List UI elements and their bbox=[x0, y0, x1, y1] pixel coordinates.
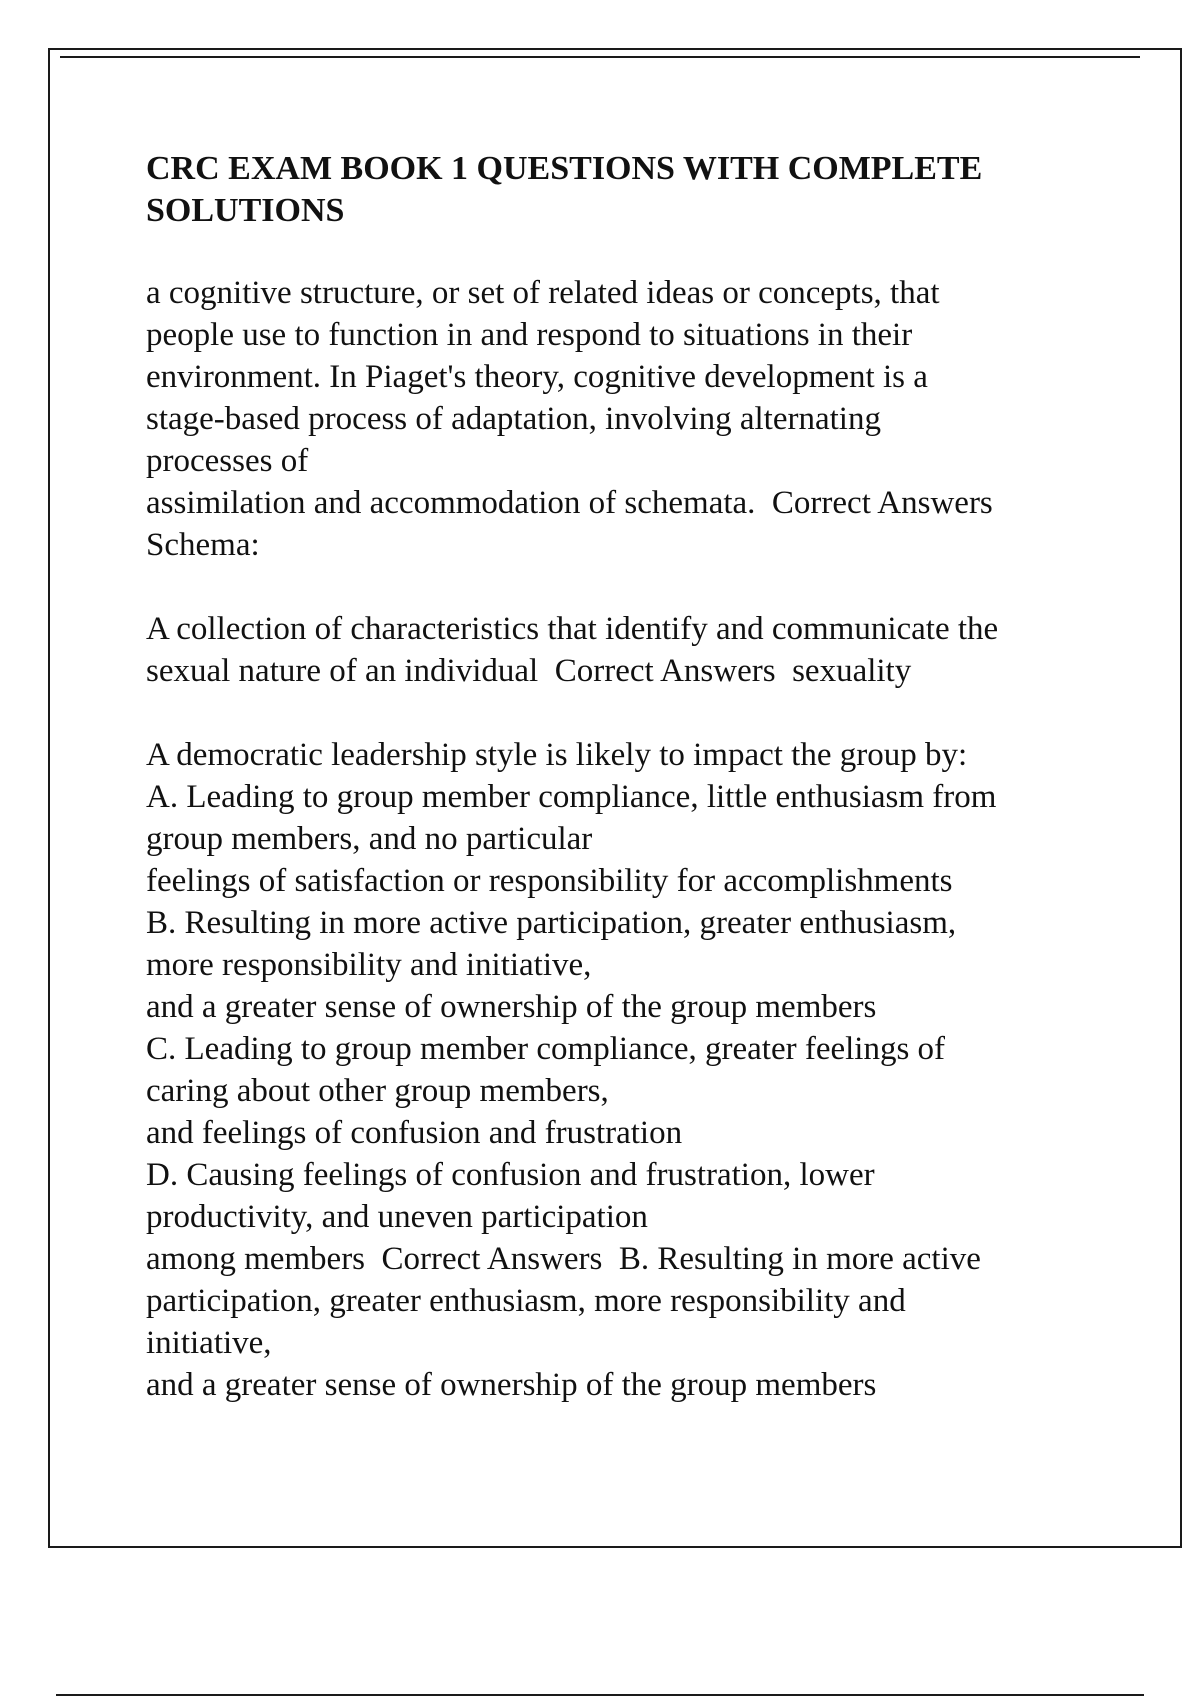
entry-line: people use to function in and respond to situations in their bbox=[146, 317, 913, 353]
entry-line: and a greater sense of ownership of the group members bbox=[146, 1367, 877, 1403]
entry-line: among members Correct Answers B. Resulting in more active bbox=[146, 1241, 981, 1277]
entry-line: group members, and no particular bbox=[146, 821, 593, 857]
entry-line: more responsibility and initiative, bbox=[146, 947, 592, 983]
entry-line: A collection of characteristics that identify and communicate the bbox=[146, 611, 999, 647]
document-content bbox=[146, 148, 1146, 1448]
entry-schema bbox=[146, 272, 1146, 566]
entry-line: B. Resulting in more active participation, greater enthusiasm, bbox=[146, 905, 957, 941]
entry-line: caring about other group members, bbox=[146, 1073, 609, 1109]
entry-line: stage-based process of adaptation, involving alternating bbox=[146, 401, 881, 437]
entry-line: initiative, bbox=[146, 1325, 272, 1361]
entry-line: and a greater sense of ownership of the group members bbox=[146, 989, 877, 1025]
document-title: CRC EXAM BOOK 1 QUESTIONS WITH COMPLETE SOLUTIONS bbox=[146, 150, 983, 229]
entry-line: assimilation and accommodation of schemata. Correct Answers bbox=[146, 485, 993, 521]
entry-line: Schema: bbox=[146, 527, 260, 563]
entry-line: feelings of satisfaction or responsibility for accomplishments bbox=[146, 863, 953, 899]
page-frame bbox=[48, 48, 1182, 1548]
entry-line: a cognitive structure, or set of related ideas or concepts, that bbox=[146, 275, 940, 311]
header-rule bbox=[60, 56, 1140, 58]
entry-line: processes of bbox=[146, 443, 309, 479]
entry-line: D. Causing feelings of confusion and frustration, lower bbox=[146, 1157, 875, 1193]
entry-line: A democratic leadership style is likely to impact the group by: bbox=[146, 737, 968, 773]
entry-line: A. Leading to group member compliance, little enthusiasm from bbox=[146, 779, 997, 815]
entry-line: participation, greater enthusiasm, more responsibility and bbox=[146, 1283, 906, 1319]
entry-democratic-leadership bbox=[146, 734, 1146, 1406]
entry-line: and feelings of confusion and frustration bbox=[146, 1115, 683, 1151]
entry-line: sexual nature of an individual Correct Answers sexuality bbox=[146, 653, 912, 689]
entry-line: productivity, and uneven participation bbox=[146, 1199, 648, 1235]
entry-line: environment. In Piaget's theory, cognitive development is a bbox=[146, 359, 928, 395]
entry-sexuality bbox=[146, 608, 1146, 692]
footer-rule bbox=[56, 1694, 1144, 1696]
entry-line: C. Leading to group member compliance, greater feelings of bbox=[146, 1031, 946, 1067]
